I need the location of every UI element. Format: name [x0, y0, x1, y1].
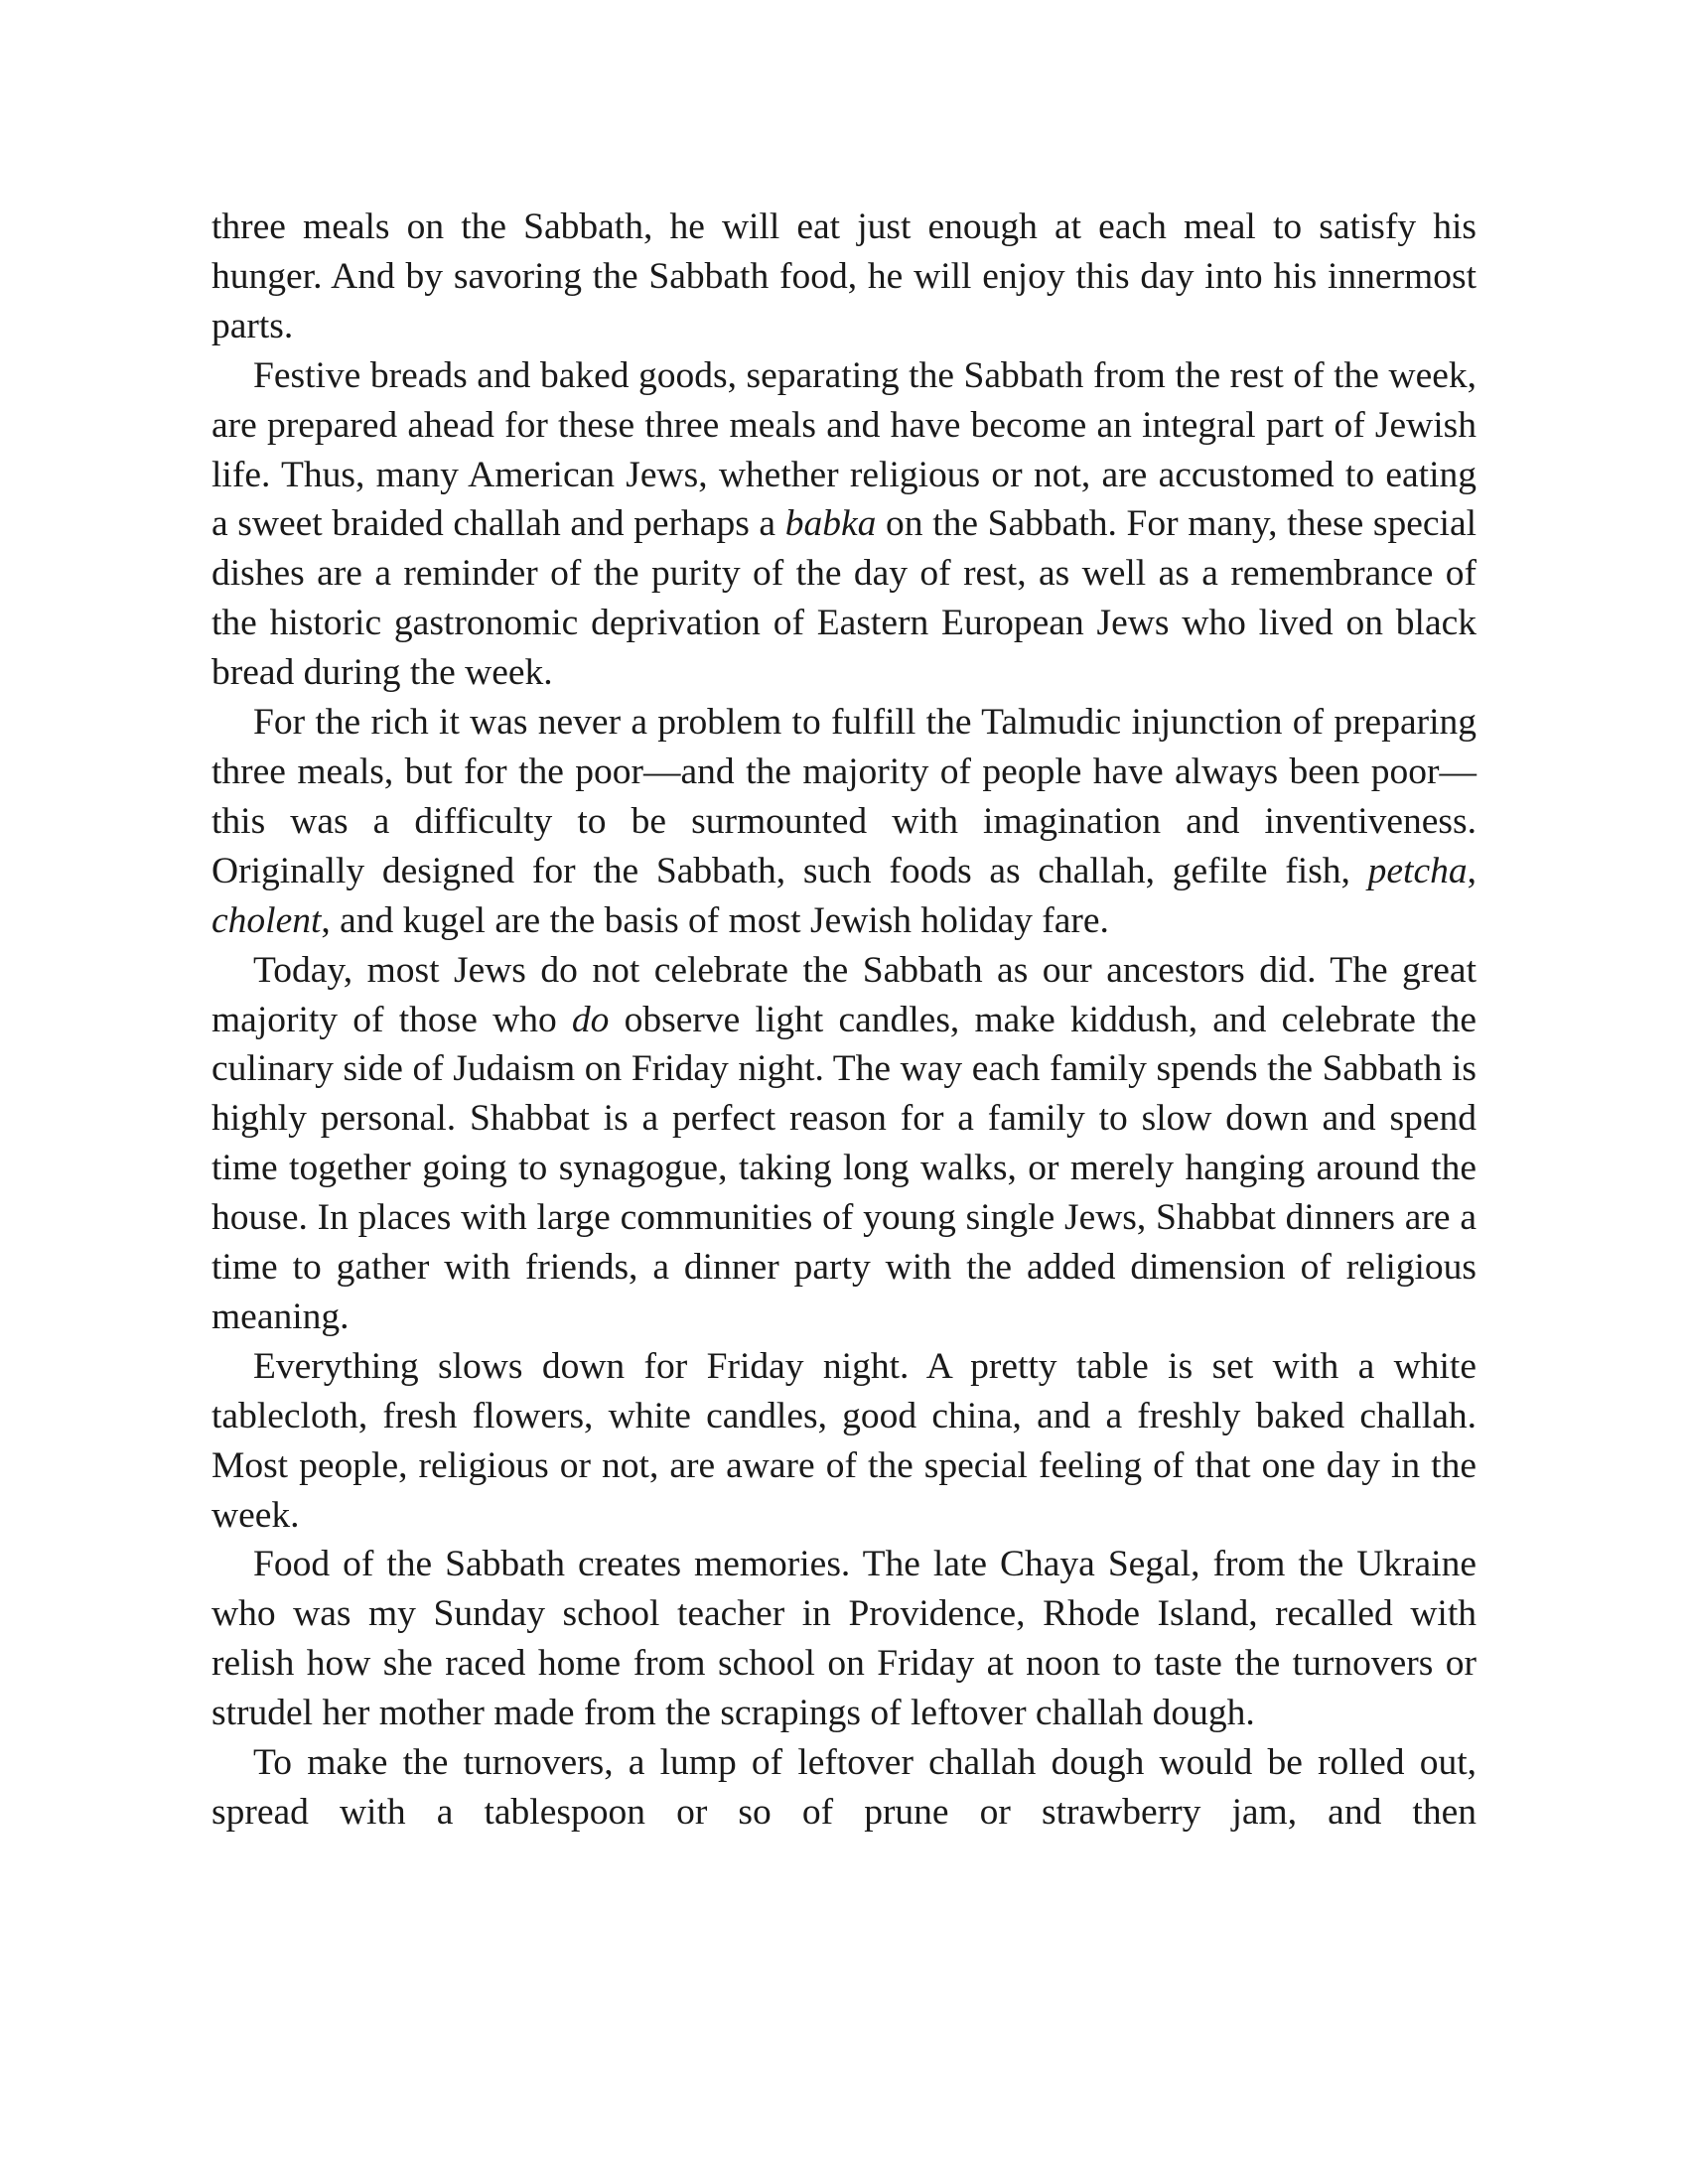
italic-term: cholent [211, 899, 322, 941]
text-run: observe light candles, make kiddush, and celebrate the culinary side of Judaism on Friday night. The way each family spends the Sabbath is highly personal. Shabbat is a perfect reason for a family to slow down and spend time together going to synagogue, taking long walks, or merely hanging around the house. In places with large communities of young single Jews, Shabbat dinners are a time to gather with friends, a dinner party with the added dimension of religious meaning. [211, 999, 1477, 1337]
italic-term: do [571, 999, 610, 1040]
text-run: Food of the Sabbath creates memories. The late Chaya Segal, from the Ukraine who was my Sunday school teacher in Providence, Rhode Island, recalled with relish how she raced home from school on Friday at noon to taste the turnovers or strudel her mother made from the scrapings of leftover challah dough. [211, 1544, 1477, 1734]
paragraph [211, 698, 1477, 946]
paragraph-continued [211, 203, 1477, 351]
text-run: To make the turnovers, a lump of leftover challah dough would be rolled out, spread with a tablespoon or so of prune or strawberry jam, and then [211, 1742, 1477, 1833]
text-run: on the Sabbath. For many, these special dishes are a reminder of the purity of the day of rest, as well as a remembrance of the historic gastronomic deprivation of Eastern European Jews who lived on black bread during the week. [211, 503, 1477, 694]
paragraph [211, 1540, 1477, 1738]
text-run: , and kugel are the basis of most Jewish holiday fare. [321, 899, 1109, 941]
paragraph [211, 1342, 1477, 1541]
text-run: Today, most Jews do not celebrate the Sabbath as our ancestors did. The great majority of those who [211, 949, 1477, 1040]
text-run: For the rich it was never a problem to fulfill the Talmudic injunction of preparing three meals, but for the poor—and the majority of people have always been poor—this was a difficulty to be surmounted with imagination and inventiveness. Originally designed for the Sabbath, such foods as challah, gefilte fish, [211, 702, 1477, 891]
paragraph [211, 946, 1477, 1342]
italic-term: babka [784, 503, 877, 545]
paragraph [211, 351, 1477, 698]
text-run: Festive breads and baked goods, separating the Sabbath from the rest of the week, are prepared ahead for these three meals and have become an integral part of Jewish life. Thus, many American Jews, whether religious or not, are accustomed to eating a sweet braided challah and perhaps a [211, 354, 1477, 545]
italic-term: petcha [1367, 850, 1468, 891]
paragraph [211, 1738, 1477, 1838]
text-run: Everything slows down for Friday night. A pretty table is set with a white tablecloth, fresh flowers, white candles, good china, and a freshly baked challah. Most people, religious or not, are aware of the special feeling of that one day in the week. [211, 1345, 1477, 1536]
book-page-body [211, 203, 1477, 1838]
text-run: , [1467, 850, 1477, 891]
text-run: three meals on the Sabbath, he will eat just enough at each meal to satisfy his hunger. And by savoring the Sabbath food, he will enjoy this day into his innermost parts. [211, 206, 1477, 346]
